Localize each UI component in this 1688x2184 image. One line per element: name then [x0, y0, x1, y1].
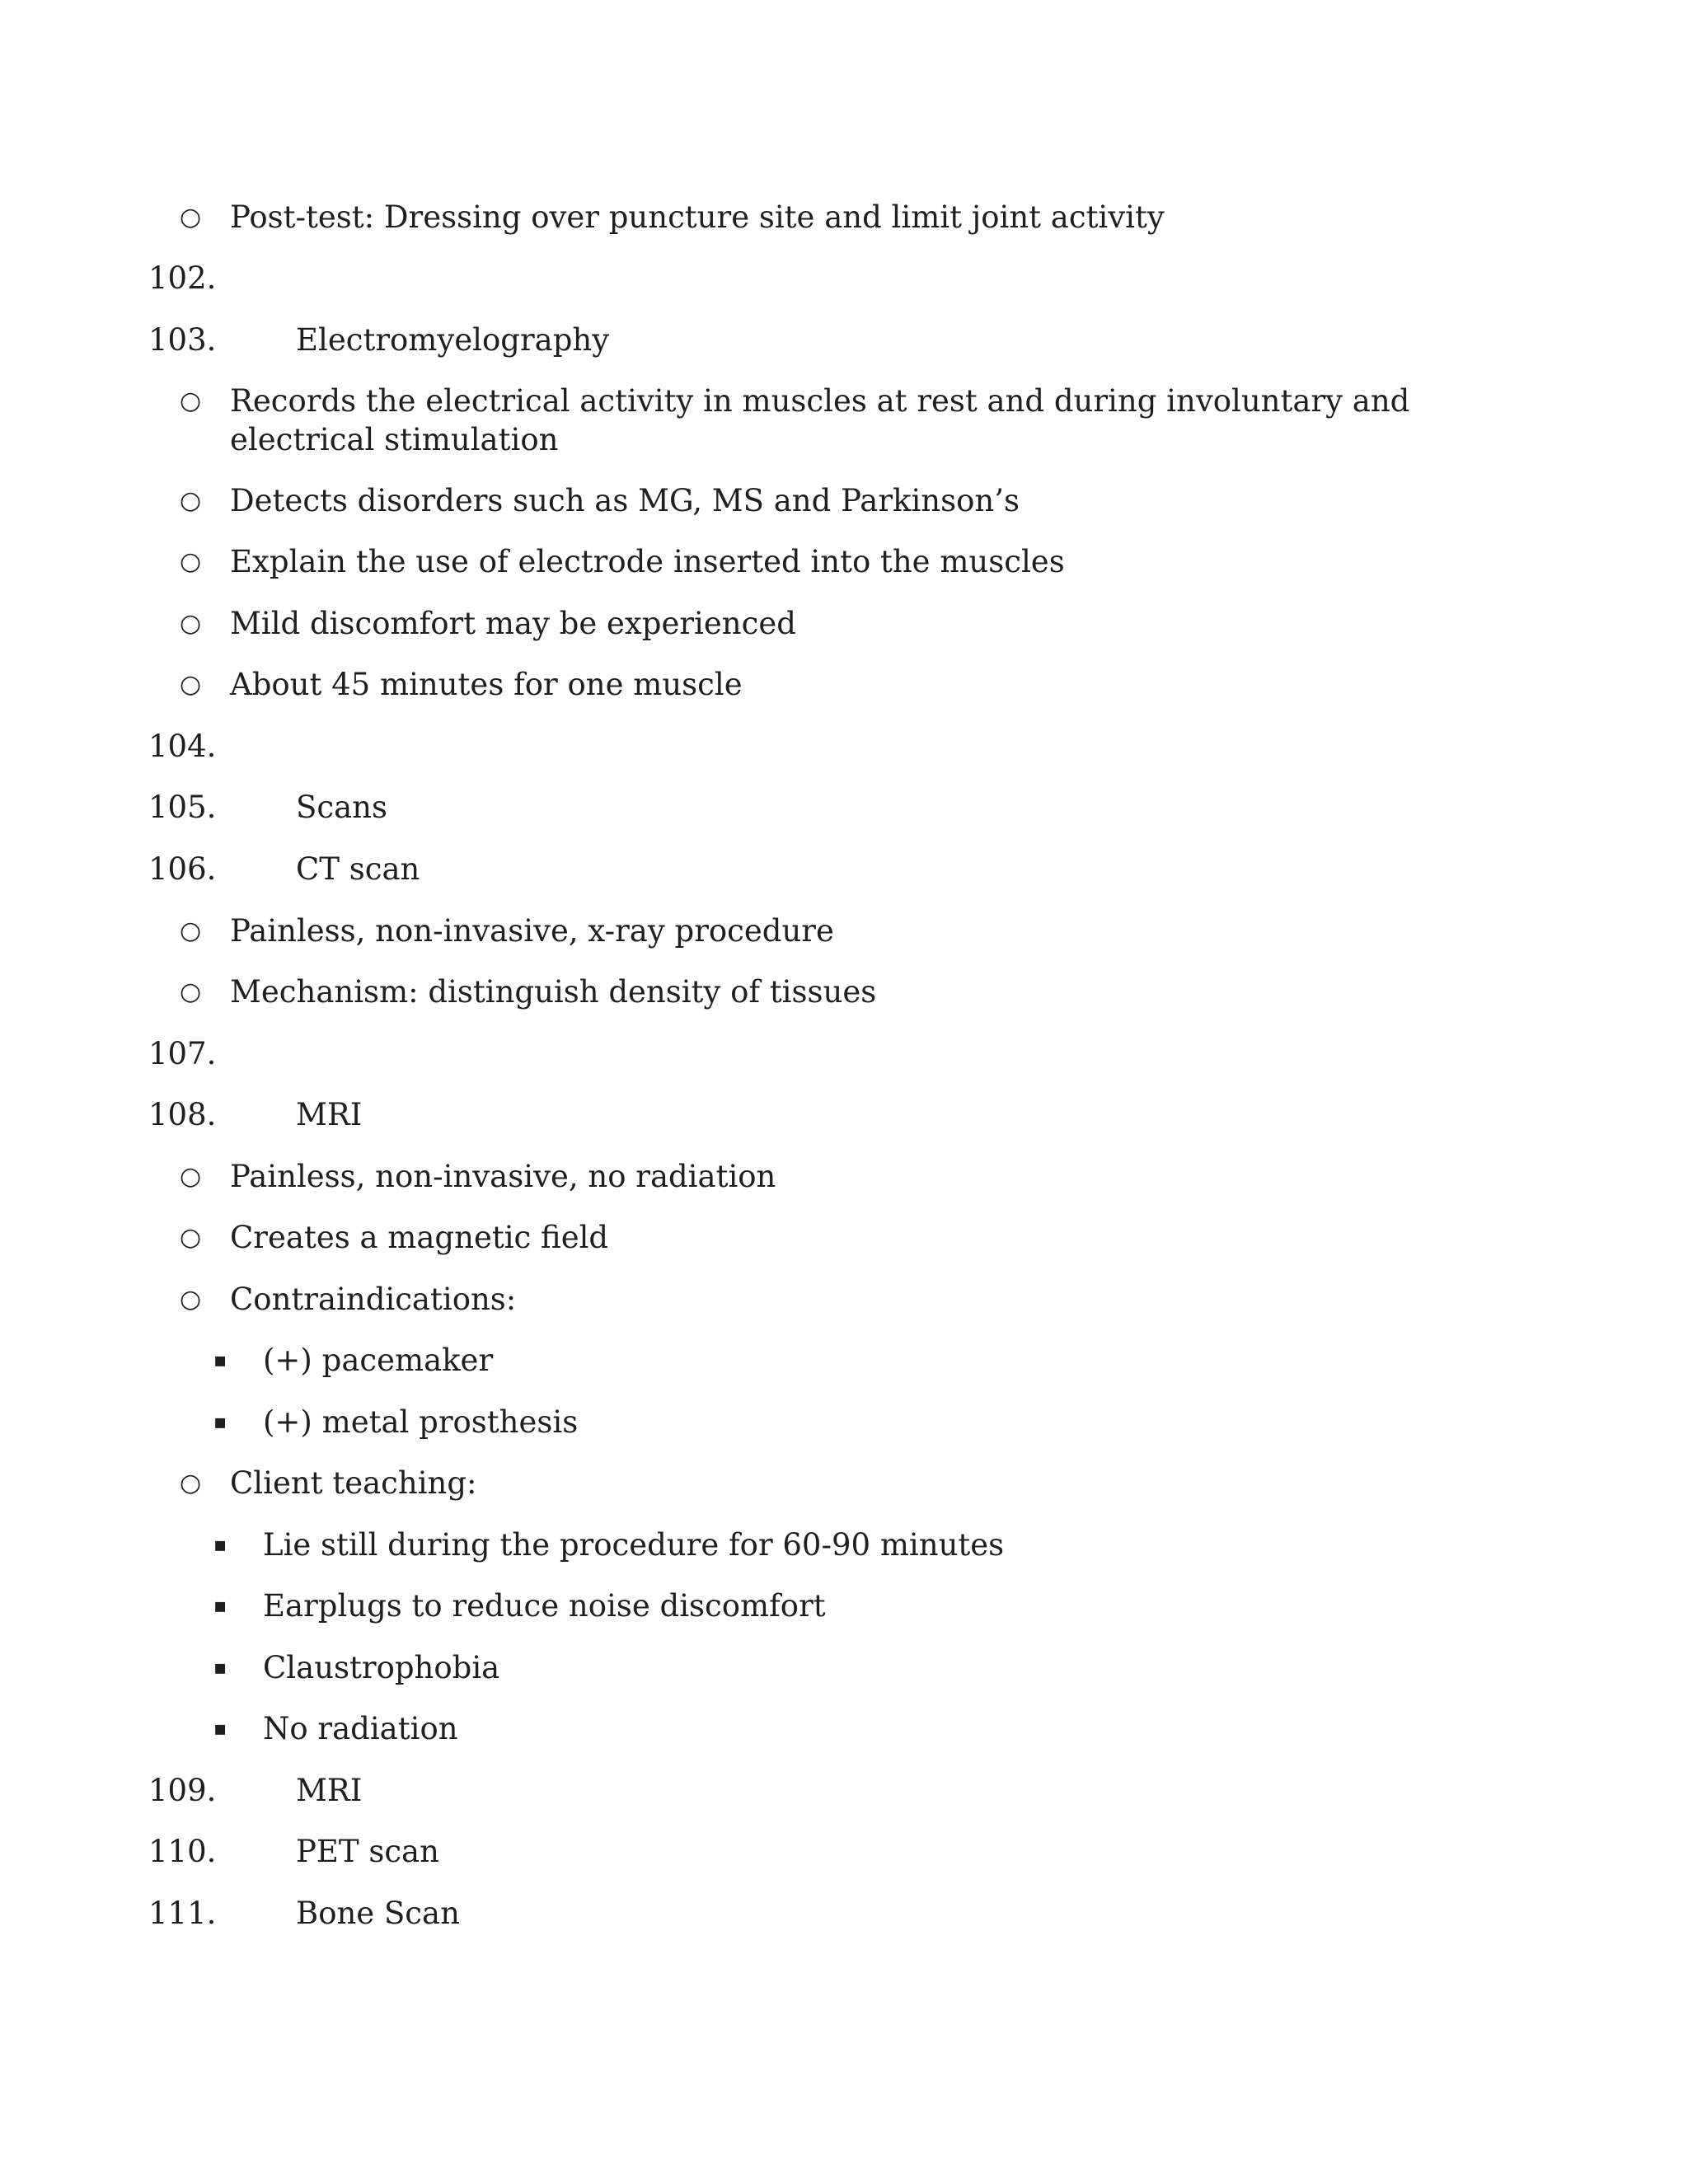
list-item-text: Explain the use of electrode inserted into the muscles	[230, 544, 1065, 579]
section-heading: MRI	[296, 1097, 363, 1132]
item-number: 103.	[148, 322, 217, 358]
sub-list-item-text: No radiation	[263, 1711, 458, 1746]
square-bullet-icon: ▪	[213, 1348, 227, 1371]
list-item-text: Post-test: Dressing over puncture site and limit joint activity	[230, 199, 1165, 235]
list-item-text: Mechanism: distinguish density of tissues	[230, 974, 877, 1010]
list-item-text: Records the electrical activity in muscles at rest and during involuntary and electrical stimulation	[230, 383, 1410, 457]
sub-list-item-text: Earplugs to reduce noise discomfort	[263, 1588, 826, 1624]
list-item-text: Contraindications:	[230, 1282, 517, 1317]
square-bullet-icon: ▪	[213, 1656, 227, 1679]
item-number: 110.	[148, 1834, 217, 1869]
item-number: 108.	[148, 1097, 217, 1132]
circle-bullet-icon: ○	[180, 486, 202, 515]
section-heading: Electromyelography	[296, 322, 610, 358]
square-bullet-icon: ▪	[213, 1594, 227, 1617]
section-heading: Scans	[296, 790, 387, 825]
circle-bullet-icon: ○	[180, 609, 202, 638]
list-item-text: Painless, non-invasive, no radiation	[230, 1159, 776, 1194]
sub-list-item-text: Claustrophobia	[263, 1650, 500, 1685]
circle-bullet-icon: ○	[180, 387, 202, 415]
list-item-text: Client teaching:	[230, 1465, 477, 1501]
sub-list-item-text: (+) pacemaker	[263, 1343, 494, 1378]
list-item-text: Detects disorders such as MG, MS and Parkinson’s	[230, 483, 1020, 518]
circle-bullet-icon: ○	[180, 1285, 202, 1314]
list-item-text: Creates a magnetic field	[230, 1220, 609, 1255]
item-number: 102.	[148, 260, 217, 296]
item-number: 107.	[148, 1036, 217, 1071]
list-item-text: Mild discomfort may be experienced	[230, 606, 796, 641]
section-heading: PET scan	[296, 1834, 439, 1869]
square-bullet-icon: ▪	[213, 1533, 227, 1556]
sub-list-item-text: Lie still during the procedure for 60-90 minutes	[263, 1527, 1005, 1563]
item-number: 106.	[148, 851, 217, 887]
item-number: 111.	[148, 1896, 217, 1931]
square-bullet-icon: ▪	[213, 1717, 227, 1740]
section-heading: MRI	[296, 1773, 363, 1808]
circle-bullet-icon: ○	[180, 1223, 202, 1252]
circle-bullet-icon: ○	[180, 977, 202, 1006]
item-number: 109.	[148, 1773, 217, 1808]
section-heading: CT scan	[296, 851, 420, 887]
section-heading: Bone Scan	[296, 1896, 460, 1931]
circle-bullet-icon: ○	[180, 916, 202, 945]
circle-bullet-icon: ○	[180, 203, 202, 232]
list-item-text: About 45 minutes for one muscle	[230, 667, 743, 702]
list-item-text: Painless, non-invasive, x-ray procedure	[230, 913, 834, 949]
circle-bullet-icon: ○	[180, 547, 202, 576]
sub-list-item-text: (+) metal prosthesis	[263, 1404, 579, 1440]
item-number: 104.	[148, 729, 217, 764]
circle-bullet-icon: ○	[180, 1469, 202, 1497]
circle-bullet-icon: ○	[180, 670, 202, 699]
circle-bullet-icon: ○	[180, 1162, 202, 1191]
square-bullet-icon: ▪	[213, 1410, 227, 1433]
item-number: 105.	[148, 790, 217, 825]
